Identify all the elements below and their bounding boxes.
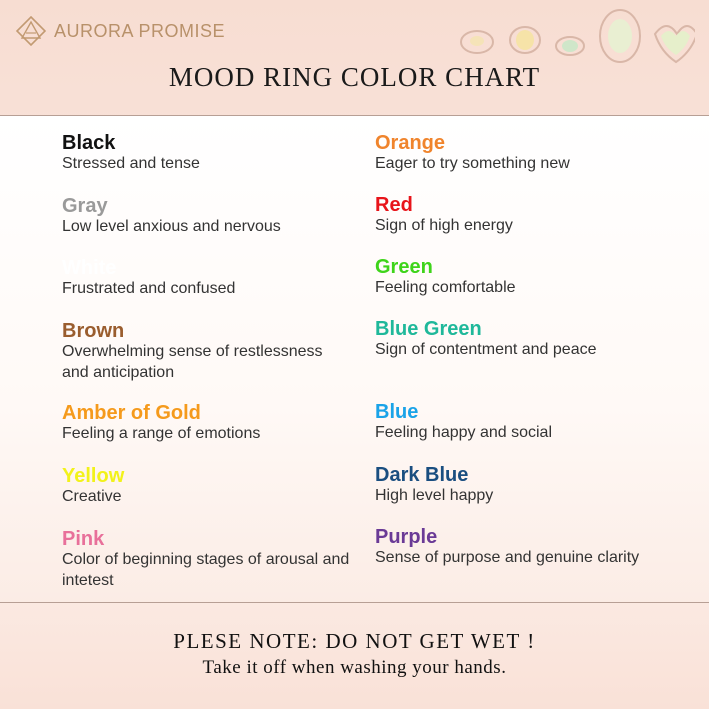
mood-description: Sign of contentment and peace [375, 341, 597, 358]
bottom-divider [0, 602, 709, 603]
care-note-subtext: Take it off when washing your hands. [202, 657, 507, 678]
mood-entry-dark-blue [375, 464, 695, 506]
mood-entry-pink [62, 528, 352, 591]
page-title: MOOD RING COLOR CHART [168, 62, 541, 92]
mood-entry-blue-green [375, 318, 695, 360]
mood-description: Creative [62, 488, 122, 505]
mood-description: High level happy [375, 487, 494, 504]
mood-color-name: Orange [375, 132, 446, 154]
mood-color-name: Brown [62, 320, 125, 342]
mood-description: Sense of purpose and genuine clarity [375, 549, 640, 566]
mood-description: Overwhelming sense of restlessness and anticipation [62, 343, 323, 381]
mood-description: Frustrated and confused [62, 280, 236, 297]
mood-entry-white [62, 257, 382, 299]
mood-color-name: Green [375, 256, 433, 278]
care-note-heading: PLESE NOTE: DO NOT GET WET ! [173, 629, 536, 653]
brand-logo [16, 16, 225, 46]
mood-description: Feeling comfortable [375, 279, 516, 296]
mood-rings-icon [455, 4, 695, 70]
mood-color-name: Dark Blue [375, 464, 469, 486]
mood-entry-purple [375, 526, 695, 568]
mood-description: Feeling happy and social [375, 424, 553, 441]
mood-color-name: Yellow [62, 465, 125, 487]
mood-color-name: Purple [375, 526, 438, 548]
mood-entry-amber-of-gold [62, 402, 382, 444]
mood-color-name: Amber of Gold [62, 402, 201, 424]
mood-color-name: Red [375, 194, 413, 216]
mood-entry-yellow [62, 465, 382, 507]
mood-entry-orange [375, 132, 695, 174]
mood-description: Stressed and tense [62, 155, 200, 172]
mood-entry-green [375, 256, 695, 298]
mood-description: Color of beginning stages of arousal and intetest [62, 551, 350, 589]
mood-description: Low level anxious and nervous [62, 218, 281, 235]
mood-entry-gray [62, 195, 382, 237]
mood-entry-red [375, 194, 695, 236]
aurora-logo-icon [16, 16, 46, 46]
mood-color-name: Blue [375, 401, 419, 423]
mood-entry-blue [375, 401, 695, 443]
mood-color-name: Gray [62, 195, 108, 217]
mood-color-name: Blue Green [375, 318, 482, 340]
mood-entry-black [62, 132, 382, 174]
mood-description: Sign of high energy [375, 217, 513, 234]
mood-color-name: White [62, 257, 117, 279]
mood-description: Eager to try something new [375, 155, 570, 172]
mood-color-name: Pink [62, 528, 105, 550]
mood-entry-brown [62, 320, 352, 383]
brand-name: AURORA PROMISE [54, 20, 226, 41]
mood-description: Feeling a range of emotions [62, 425, 261, 442]
mood-color-name: Black [62, 132, 116, 154]
